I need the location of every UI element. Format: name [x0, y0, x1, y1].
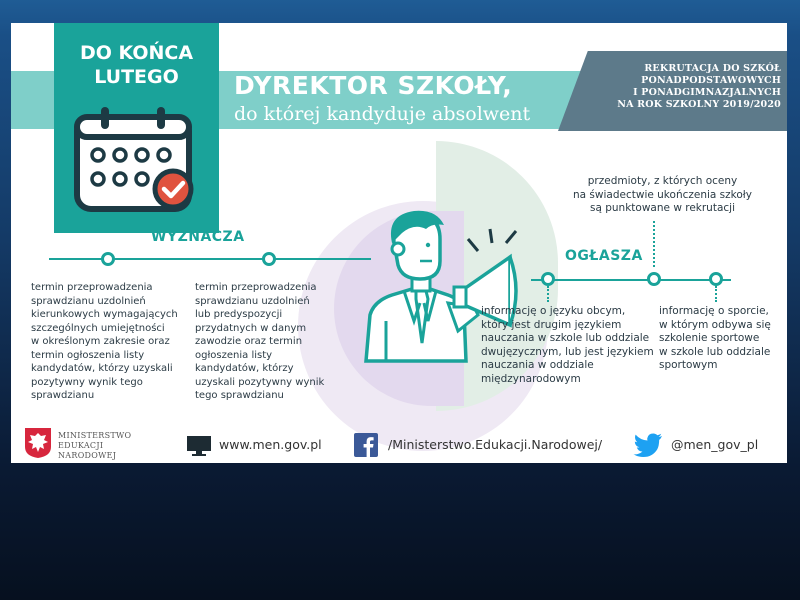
page-subtitle: do której kandyduje absolwent	[234, 103, 531, 125]
wyznacza-item-2: termin przeprowadzenia sprawdzianu uzdolnień lub predyspozycji przydatnych w danym zawodzie oraz termin ogłoszenia listy kandydatów, którzy uzyskali pozytywny wynik tego sprawdzianu	[195, 282, 325, 401]
facebook-icon	[354, 433, 378, 457]
timeline-dot	[709, 272, 723, 286]
connector-line	[715, 286, 717, 302]
timeline-dot	[101, 252, 115, 266]
deadline-label: DO KOŃCA LUTEGO	[79, 42, 194, 88]
connector-line	[653, 221, 655, 267]
timeline-dot	[647, 272, 661, 286]
oglasza-item-1: informację o języku obcym, który jest drugim językiem nauczania w szkole lub oddziale dwujęzycznym, lub jest językiem nauczania w oddziale międzynarodowym	[481, 305, 654, 385]
connector-line	[547, 286, 549, 302]
oglasza-top-item: przedmioty, z których oceny na świadectwie ukończenia szkoły są punktowane w rekrutacji	[573, 175, 752, 214]
twitter-link[interactable]: @men_gov_pl	[671, 437, 759, 452]
left-timeline-line	[49, 258, 371, 260]
oglasza-item-2: informację o sporcie, w którym odbywa się szkolenie sportowe w szkole lub oddziale sportowym	[659, 305, 771, 371]
calendar-icon	[73, 105, 198, 217]
wyznacza-heading: WYZNACZA	[151, 229, 245, 245]
right-timeline-line	[531, 279, 731, 281]
page-title: DYREKTOR SZKOŁY,	[234, 71, 513, 100]
polish-eagle-icon	[24, 427, 52, 459]
twitter-icon	[633, 433, 663, 457]
oglasza-heading: OGŁASZA	[565, 248, 643, 264]
ministry-name: MINISTERSTWO EDUKACJI NARODOWEJ	[58, 431, 132, 460]
website-link[interactable]: www.men.gov.pl	[219, 437, 322, 452]
header-stripe-left	[11, 71, 54, 129]
recruitment-banner-text: REKRUTACJA DO SZKÓŁ PONADPODSTAWOWYCH I PONADGIMNAZJALNYCH NA ROK SZKOLNY 2019/2020	[617, 63, 781, 110]
monitor-icon	[186, 435, 212, 457]
timeline-dot	[262, 252, 276, 266]
timeline-dot	[541, 272, 555, 286]
facebook-link[interactable]: /Ministerstwo.Edukacji.Narodowej/	[388, 437, 603, 452]
infographic-card	[11, 23, 787, 463]
wyznacza-item-1: termin przeprowadzenia sprawdzianu uzdolnień kierunkowych wymagających szczególnych umiejętności w określonym zakresie oraz termin ogłoszenia listy kandydatów, którzy uzyskali pozytywny wynik tego sprawdzianu	[31, 282, 178, 401]
